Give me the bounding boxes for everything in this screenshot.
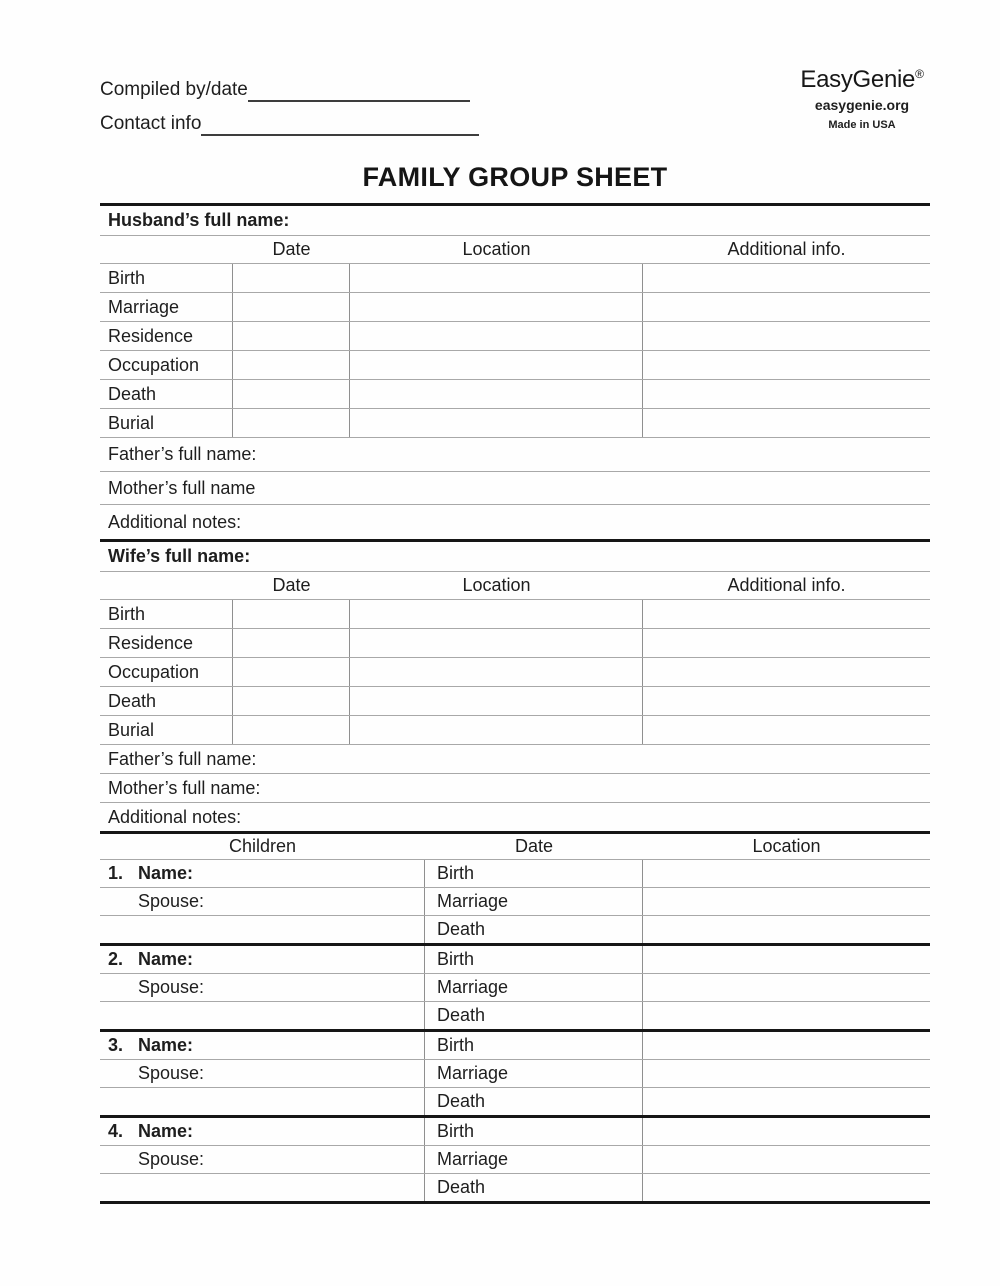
- wife-death-row: [100, 687, 930, 716]
- husband-father-row: [100, 438, 930, 472]
- wife-mother-label: Mother’s full name:: [108, 777, 261, 798]
- husband-notes-label: Additional notes:: [108, 511, 242, 532]
- wife-col-location: Location: [462, 575, 531, 595]
- husband-father-label: Father’s full name:: [108, 444, 257, 464]
- child-block-2: [100, 946, 930, 1032]
- child-4-birth-label: Birth: [425, 1118, 643, 1145]
- wife-burial-additional-cell: [643, 716, 930, 744]
- wife-birth-date-cell: [233, 600, 350, 628]
- wife-death-additional-cell: [643, 687, 930, 715]
- child-4-spouse-cell: [100, 1146, 425, 1173]
- child-4-name-cell: [100, 1118, 425, 1145]
- child-3-spouse-cell: [100, 1060, 425, 1087]
- child-1-spouse-row: [100, 888, 930, 916]
- registered-trademark-mark: ®: [915, 67, 924, 81]
- child-3-name-row: [100, 1032, 930, 1060]
- wife-column-header-row: [100, 572, 930, 600]
- husband-death-label: Death: [100, 380, 233, 408]
- compiled-block: [100, 68, 479, 136]
- husband-notes-row: [100, 505, 930, 539]
- husband-mother-row: [100, 472, 930, 505]
- child-1-birth-label: Birth: [425, 860, 643, 887]
- child-2-extra-cell: [100, 1002, 425, 1029]
- husband-col-location: Location: [462, 239, 531, 259]
- child-1-birth-location-cell: [643, 860, 930, 887]
- wife-residence-date-cell: [233, 629, 350, 657]
- husband-marriage-label: Marriage: [100, 293, 233, 321]
- husband-residence-location-cell: [350, 322, 643, 350]
- wife-residence-additional-cell: [643, 629, 930, 657]
- children-col-location: Location: [752, 836, 821, 856]
- child-3-birth-location-cell: [643, 1032, 930, 1059]
- wife-residence-label: Residence: [100, 629, 233, 657]
- child-1-marriage-label: Marriage: [425, 888, 643, 915]
- husband-birth-location-cell: [350, 264, 643, 292]
- child-2-name-cell: [100, 946, 425, 973]
- contact-info-blank-line: [201, 112, 479, 136]
- wife-burial-date-cell: [233, 716, 350, 744]
- wife-name-row: [100, 539, 930, 572]
- child-4-death-row: [100, 1174, 930, 1201]
- child-1-name-row: [100, 860, 930, 888]
- child-1-death-row: [100, 916, 930, 943]
- child-1-name-label: Name:: [138, 863, 194, 883]
- child-2-marriage-label: Marriage: [425, 974, 643, 1001]
- husband-occupation-label: Occupation: [100, 351, 233, 379]
- wife-notes-label: Additional notes:: [108, 806, 242, 827]
- children-col-date: Date: [514, 836, 554, 856]
- wife-death-location-cell: [350, 687, 643, 715]
- child-3-death-row: [100, 1088, 930, 1115]
- wife-mother-row: [100, 774, 930, 803]
- child-3-number: 3.: [108, 1035, 124, 1055]
- husband-birth-label: Birth: [100, 264, 233, 292]
- husband-name-label: Husband’s full name:: [108, 210, 290, 230]
- compiled-by-blank-line: [248, 78, 470, 102]
- child-4-marriage-label: Marriage: [425, 1146, 643, 1173]
- child-2-birth-label: Birth: [425, 946, 643, 973]
- husband-birth-date-cell: [233, 264, 350, 292]
- wife-residence-row: [100, 629, 930, 658]
- husband-col-date: Date: [272, 239, 311, 259]
- wife-col-date: Date: [272, 575, 311, 595]
- wife-death-label: Death: [100, 687, 233, 715]
- wife-death-date-cell: [233, 687, 350, 715]
- child-2-birth-location-cell: [643, 946, 930, 973]
- child-1-death-location-cell: [643, 916, 930, 943]
- child-4-death-location-cell: [643, 1174, 930, 1201]
- child-3-extra-cell: [100, 1088, 425, 1115]
- compiled-by-line: [100, 68, 479, 102]
- child-4-spouse-label: Spouse:: [138, 1149, 205, 1169]
- child-2-death-label: Death: [425, 1002, 643, 1029]
- wife-occupation-row: [100, 658, 930, 687]
- child-1-name-cell: [100, 860, 425, 887]
- child-2-death-row: [100, 1002, 930, 1029]
- child-1-extra-cell: [100, 916, 425, 943]
- wife-header-spacer: [100, 572, 233, 599]
- husband-marriage-date-cell: [233, 293, 350, 321]
- children-column-header-row: [100, 831, 930, 860]
- wife-birth-additional-cell: [643, 600, 930, 628]
- husband-marriage-additional-cell: [643, 293, 930, 321]
- child-1-marriage-location-cell: [643, 888, 930, 915]
- wife-notes-row: [100, 803, 930, 831]
- child-4-spouse-row: [100, 1146, 930, 1174]
- child-2-spouse-cell: [100, 974, 425, 1001]
- contact-info-line: [100, 102, 479, 136]
- wife-father-row: [100, 745, 930, 774]
- husband-death-date-cell: [233, 380, 350, 408]
- wife-name-label: Wife’s full name:: [108, 546, 251, 566]
- wife-occupation-date-cell: [233, 658, 350, 686]
- child-3-marriage-label: Marriage: [425, 1060, 643, 1087]
- brand-made-in-usa: Made in USA: [828, 119, 896, 131]
- wife-birth-row: [100, 600, 930, 629]
- child-3-name-cell: [100, 1032, 425, 1059]
- child-block-4: [100, 1118, 930, 1204]
- husband-burial-row: [100, 409, 930, 438]
- wife-father-label: Father’s full name:: [108, 748, 257, 769]
- child-2-marriage-location-cell: [643, 974, 930, 1001]
- husband-header-spacer: [100, 236, 233, 263]
- child-3-birth-label: Birth: [425, 1032, 643, 1059]
- family-group-form: [100, 203, 930, 1204]
- child-4-marriage-location-cell: [643, 1146, 930, 1173]
- child-block-1: [100, 860, 930, 946]
- wife-occupation-location-cell: [350, 658, 643, 686]
- child-3-death-label: Death: [425, 1088, 643, 1115]
- husband-marriage-row: [100, 293, 930, 322]
- child-2-number: 2.: [108, 949, 124, 969]
- husband-birth-row: [100, 264, 930, 293]
- wife-burial-label: Burial: [100, 716, 233, 744]
- wife-burial-location-cell: [350, 716, 643, 744]
- husband-death-row: [100, 380, 930, 409]
- brand-website: easygenie.org: [814, 97, 910, 113]
- child-3-death-location-cell: [643, 1088, 930, 1115]
- husband-burial-additional-cell: [643, 409, 930, 437]
- brand-logo: [792, 66, 932, 94]
- child-3-marriage-location-cell: [643, 1060, 930, 1087]
- child-3-name-label: Name:: [138, 1035, 194, 1055]
- husband-residence-row: [100, 322, 930, 351]
- husband-death-additional-cell: [643, 380, 930, 408]
- page-title: FAMILY GROUP SHEET: [362, 162, 668, 192]
- husband-residence-additional-cell: [643, 322, 930, 350]
- child-4-name-label: Name:: [138, 1121, 194, 1141]
- child-2-spouse-label: Spouse:: [138, 977, 205, 997]
- husband-mother-label: Mother’s full name: [108, 477, 256, 498]
- husband-burial-location-cell: [350, 409, 643, 437]
- children-col-children: Children: [228, 836, 297, 856]
- husband-residence-date-cell: [233, 322, 350, 350]
- brand-block: [792, 66, 932, 131]
- wife-col-additional: Additional info.: [727, 575, 846, 595]
- child-4-number: 4.: [108, 1121, 124, 1141]
- wife-birth-label: Birth: [100, 600, 233, 628]
- contact-info-label: Contact info: [100, 113, 202, 134]
- child-2-death-location-cell: [643, 1002, 930, 1029]
- wife-occupation-label: Occupation: [100, 658, 233, 686]
- husband-marriage-location-cell: [350, 293, 643, 321]
- child-1-spouse-label: Spouse:: [138, 891, 205, 911]
- husband-occupation-additional-cell: [643, 351, 930, 379]
- child-2-name-row: [100, 946, 930, 974]
- husband-residence-label: Residence: [100, 322, 233, 350]
- wife-residence-location-cell: [350, 629, 643, 657]
- husband-burial-label: Burial: [100, 409, 233, 437]
- husband-occupation-row: [100, 351, 930, 380]
- child-1-number: 1.: [108, 863, 124, 883]
- child-4-birth-location-cell: [643, 1118, 930, 1145]
- child-4-name-row: [100, 1118, 930, 1146]
- wife-birth-location-cell: [350, 600, 643, 628]
- child-4-death-label: Death: [425, 1174, 643, 1201]
- husband-occupation-date-cell: [233, 351, 350, 379]
- child-3-spouse-row: [100, 1060, 930, 1088]
- child-2-name-label: Name:: [138, 949, 194, 969]
- husband-col-additional: Additional info.: [727, 239, 846, 259]
- husband-death-location-cell: [350, 380, 643, 408]
- child-4-extra-cell: [100, 1174, 425, 1201]
- child-block-3: [100, 1032, 930, 1118]
- brand-name-text: EasyGenie: [800, 66, 916, 93]
- child-1-death-label: Death: [425, 916, 643, 943]
- compiled-by-label: Compiled by/date: [100, 79, 248, 100]
- husband-birth-additional-cell: [643, 264, 930, 292]
- child-3-spouse-label: Spouse:: [138, 1063, 205, 1083]
- husband-column-header-row: [100, 236, 930, 264]
- child-1-spouse-cell: [100, 888, 425, 915]
- husband-burial-date-cell: [233, 409, 350, 437]
- child-2-spouse-row: [100, 974, 930, 1002]
- husband-occupation-location-cell: [350, 351, 643, 379]
- husband-name-row: [100, 203, 930, 236]
- wife-burial-row: [100, 716, 930, 745]
- wife-occupation-additional-cell: [643, 658, 930, 686]
